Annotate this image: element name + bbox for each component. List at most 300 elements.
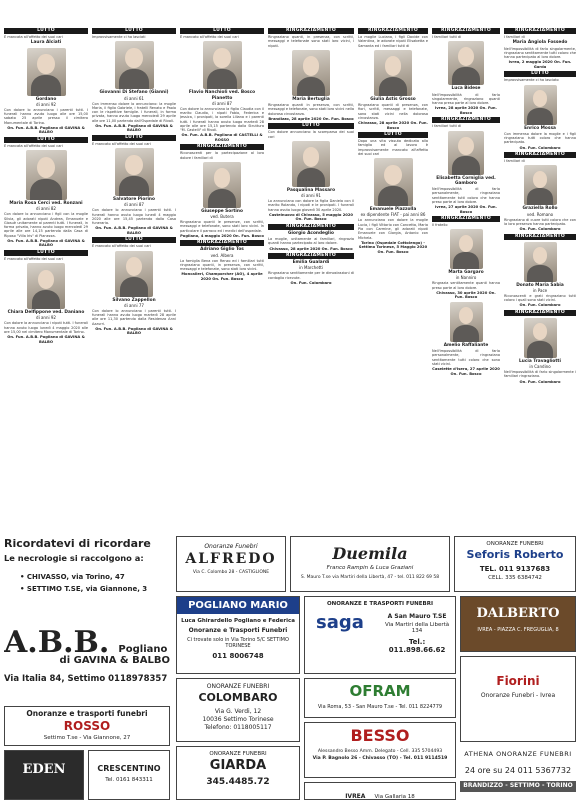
ad-rosso-title: Onoranze e trasporti funebri — [26, 709, 148, 718]
obituary-entry — [180, 240, 264, 257]
obituary-header: LUTTO — [180, 28, 264, 34]
obituary-header: RINGRAZIAMENTO — [180, 144, 264, 150]
funeral-home-signature: Brandizzo, 28 aprile 2020 On. Fun. Bosco — [268, 116, 354, 121]
ad-fiorini-brand: Fiorini — [496, 674, 540, 688]
ad-fiorini-line: Onoranze Funebri - Ivrea — [480, 692, 556, 700]
portrait-photo — [292, 50, 330, 96]
obituary-header: RINGRAZIAMENTO — [504, 28, 576, 34]
ad-athena-footer: BRANDIZZO - SETTIMO - TORINO — [460, 781, 576, 792]
portrait-head — [458, 47, 474, 65]
portrait-photo — [203, 162, 241, 208]
ad-athena — [460, 746, 576, 800]
obituary-header: LUTTO — [4, 250, 88, 256]
ad-ricordatevi-subtitle: Le necrologie si raccolgono a: — [4, 553, 144, 564]
obituary-text: Ringraziano quanti le presenze, con scritti, messaggi e telefonate, sono stati loro vicini. In particolare il parroco ed i medici dell'ospedale. — [180, 220, 264, 233]
portrait-bust — [527, 265, 552, 282]
portrait-photo — [374, 158, 413, 206]
obituary-header: LUTTO — [92, 237, 176, 243]
deceased-name: Salvatore Piorino — [113, 197, 155, 203]
funeral-home-signature: On. Fun. Colombaro — [519, 145, 561, 150]
ad-colombaro-line1: Via G. Verdi, 12 — [214, 708, 262, 716]
ad-besso — [304, 722, 456, 778]
ad-ricordatevi — [4, 536, 170, 620]
ad-saga-phone: Tel.: 011.898.66.62 — [388, 638, 446, 654]
obituary-entry — [358, 132, 428, 156]
obituary-header: RINGRAZIAMENTO — [432, 216, 500, 222]
obituary-entry — [180, 41, 264, 142]
obituary-intro: Con dolore annunciano la scomparsa dei suoi cari — [268, 130, 354, 139]
obituary-text: Nell'impossibilità di farlo singolarmente i familiari ringraziano. — [504, 369, 576, 379]
ad-abb — [4, 626, 170, 698]
obituary-entry — [504, 85, 576, 151]
funeral-home-signature: Castelnuovo di Chivasso, 5 maggio 2020 On. Fun. Bosco — [268, 213, 353, 222]
obituary-text: Con dolore lo annunciano la figlia Claudia con il marito Claudio, i nipoti Fabio, Federica e Jessica, i pronipoti, la sorella Liliana e i parenti tutti. I funerali hanno avuto luogo martedì 28 aprile alle ore 15,15 partendo dalla Struttura "M. Castelli" di Rivoli. — [180, 106, 264, 133]
portrait-bust — [32, 290, 61, 309]
obituary-intro: Ringraziano sentitamente per le dimostrazioni di cordoglio ricevute. — [268, 271, 354, 280]
ad-seforis-phone2: CELL. 335 6384742 — [488, 575, 542, 582]
ad-seforis — [454, 536, 576, 592]
obituary-entry — [4, 48, 88, 135]
portrait-head — [384, 165, 401, 185]
ad-athena-line: 24 ore su 24 011 5367732 — [464, 766, 572, 775]
obituary-header: RINGRAZIAMENTO — [268, 224, 354, 230]
portrait-photo — [27, 48, 66, 96]
portrait-bust — [297, 77, 326, 96]
ad-abb-sub2: di GAVINA & BALBO — [59, 655, 170, 666]
ad-seforis-title: ONORANZE FUNEBRI — [486, 541, 544, 547]
deceased-name: Gordano — [35, 96, 57, 102]
obituary-entry — [432, 131, 500, 214]
portrait-photo — [448, 131, 484, 175]
obituary-intro: Ringraziano quanti, in presenza, con scritti, messaggi e telefonate sono stati loro vicini, i nipoti. — [268, 35, 354, 48]
obituary-entry — [268, 224, 354, 236]
deceased-age: ved. Butera — [210, 214, 234, 220]
obituary-header: RINGRAZIAMENTO — [268, 28, 354, 34]
ad-saga-line1: A San Mauro T.SE — [387, 613, 447, 620]
obituary-header: LUTTO — [268, 123, 354, 129]
obituary-entry — [432, 216, 500, 227]
deceased-name: Luca Bidese — [451, 86, 481, 92]
obituary-entry — [432, 117, 500, 128]
funeral-home-signature: On. Fun. A.B.B. Pogliano di GAVINA & BALBO — [95, 226, 173, 235]
obituary-text: Con immenso dolore la moglie e i figli ringraziano tutti coloro che hanno partecipato. — [504, 131, 576, 145]
obituary-text: Con dolore lo annunciano i parenti tutti. I funerali hanno avuto luogo alle ore 15,00 sabato 25 aprile presso il cimitero Monumentale di Torino. — [4, 107, 88, 125]
ad-athena-brand: ATHENA ONORANZE FUNEBRI — [464, 750, 572, 758]
portrait-photo — [524, 318, 557, 358]
portrait-head — [458, 137, 474, 155]
portrait-bust — [379, 77, 408, 96]
portrait-head — [533, 323, 548, 340]
funeral-home-signature: Torino (Ospedale Cottolengo) - Settimo Torinese, 5 Maggio 2020 On. Fun. Bosco — [358, 240, 428, 254]
portrait-photo — [450, 229, 483, 269]
obituary-column — [504, 26, 576, 532]
deceased-age: di anni 87 — [212, 100, 232, 106]
ad-ofram-line: Via Roma, 53 - San Mauro T.se - Tel. 011 8224779 — [317, 703, 443, 710]
ad-ricordatevi-title: Ricordatevi di ricordare — [4, 537, 151, 550]
deceased-name: Graziella Rollo — [522, 206, 558, 212]
ad-abb-title: A.B.B. — [4, 626, 110, 660]
obituary-intro: La moglie Luciana, i figli Davide con Valentina, le adorate nipoti Elisabetta e Samanta ed i familiari tutti di — [358, 35, 428, 48]
obituary-header: LUTTO — [4, 28, 88, 34]
deceased-name: Elisabetta Corniglia ved. Gamboro — [436, 175, 496, 186]
obituary-header: RINGRAZIAMENTO — [180, 240, 264, 246]
funeral-home-signature: On. Fun. A.B.B. Pogliano di CASTELLI & ROSSO — [181, 133, 263, 142]
ad-ofram-brand: OFRAM — [349, 682, 411, 700]
deceased-age: di anni 91 — [301, 193, 321, 199]
deceased-name: Giovanni Di Stefano (Gianni) — [99, 90, 169, 96]
deceased-name: Marta Gargaro — [448, 270, 484, 276]
portrait-head — [385, 56, 402, 75]
obituary-intro: La moglie, unitamente ai familiari, ringrazia quanti hanno partecipato al loro dolore. — [268, 237, 354, 246]
funeral-home-signature: On. Fun. Colombaro — [290, 280, 332, 285]
deceased-name: Amelio Raffaliante — [443, 342, 489, 348]
obituary-text: Con dolore lo annunciano i parenti tutti. I funerali hanno avuto luogo lunedì 4 maggio 2020 alle ore 15,45 partendo dalla Casa funeraria. — [92, 208, 176, 226]
obituary-column — [358, 26, 428, 532]
obituary-entry — [504, 310, 576, 316]
obituary-entry — [4, 28, 88, 46]
portrait-photo — [524, 242, 557, 282]
obituary-entry — [268, 28, 354, 48]
obituary-text: Nell'impossibilità di farlo singolarmente, ringraziano quanti hanno preso parte al loro dolore. — [432, 92, 500, 106]
obituary-entry — [268, 123, 354, 139]
portrait-bust — [120, 277, 149, 296]
obituary-entry — [504, 71, 576, 82]
deceased-name: Lucia Travagliotti — [519, 358, 561, 364]
obituary-header: RINGRAZIAMENTO — [358, 28, 428, 34]
portrait-photo — [203, 41, 242, 89]
ad-duemila-line1: Franco Rampin & Luca Graziani — [326, 564, 414, 571]
ad-besso-brand: BESSO — [350, 726, 410, 745]
obituary-intro: I familiari tutti di — [432, 124, 462, 129]
funeral-home-signature: On. Fun. A.B.B. Pogliano di GAVINA & BALBO — [95, 123, 173, 133]
obituary-entry — [92, 28, 176, 39]
ad-crescentino-line1: CRESCENTINO — [97, 764, 161, 773]
portrait-bust — [297, 168, 326, 187]
portrait-photo — [115, 251, 153, 297]
funeral-home-signature: On. Fun. A.B.B. Pogliano di GAVINA & BALBO — [95, 326, 173, 336]
deceased-name: Giorgio Acondeglio — [288, 230, 334, 236]
ad-crescentino — [88, 750, 170, 800]
ad-pogliano-phone: 011 8006748 — [212, 652, 264, 660]
funeral-home-signature: On. Fun. A.B.B. Pogliano di GAVINA & BALBO — [7, 335, 85, 344]
funeral-home-signature: On. Fun. A.B.B. Pogliano di GAVINA & BALBO — [7, 238, 85, 248]
portrait-head — [38, 270, 55, 289]
obituary-header: LUTTO — [4, 137, 88, 143]
ad-dalberto-line: IVREA - PIAZZA C. FREGUGLIA, 8 — [477, 627, 559, 634]
obituary-entry — [92, 41, 176, 133]
obituary-text: Lo annunciano con dolore la moglie Lucia, i figli Vittorio con Concetta, Maria Pia con Carmine, gli adorati nipoti Emanuele con Giorgia, Antonio con Michela. — [358, 218, 428, 240]
ad-crescentino-line2: Tel. 0161 843311 — [105, 776, 153, 783]
deceased-name: Pasqualina Massaro — [286, 187, 336, 193]
ad-alfredo — [176, 536, 286, 592]
obituary-entry — [358, 50, 428, 130]
ad-saga-title: ONORANZE E TRASPORTI FUNEBRI — [326, 601, 434, 607]
portrait-head — [125, 155, 142, 175]
deceased-age: in Marchetti — [299, 265, 323, 271]
funeral-home-signature: On. Fun. Colombaro — [519, 379, 561, 384]
portrait-head — [37, 54, 54, 74]
obituary-entry — [504, 318, 576, 384]
deceased-age: di anni 82 — [36, 206, 56, 212]
ad-alfredo-title: Onoranze Funebri — [204, 543, 258, 550]
obituary-entry — [180, 259, 264, 282]
obituary-entry — [4, 150, 88, 248]
portrait-bust — [30, 179, 61, 200]
obituary-header: RINGRAZIAMENTO — [432, 117, 500, 123]
portrait-bust — [208, 189, 237, 208]
deceased-age: di anni 61 — [124, 95, 144, 101]
ad-eden-brand: EDEN — [22, 762, 66, 777]
portrait-photo — [448, 41, 484, 85]
obituary-entry — [4, 250, 88, 261]
obituary-entry — [432, 302, 500, 376]
portrait-bust — [207, 69, 237, 89]
obituary-column — [4, 26, 88, 532]
funeral-home-signature: Pogliano, 4 maggio 2020 On. Fun. Bosco — [180, 233, 264, 238]
obituary-entry — [268, 141, 354, 222]
portrait-head — [303, 147, 320, 166]
ad-giarda-phone: 345.4485.72 — [206, 777, 270, 788]
funeral-home-signature: On. Fun. Colombaro — [519, 303, 561, 308]
portrait-bust — [527, 108, 552, 125]
portrait-photo — [115, 148, 154, 196]
obituary-intro: Improvvisamente ci ha lasciato — [504, 78, 559, 83]
deceased-age: ex dipendente FIAT - pai anni 86 — [360, 212, 426, 218]
obituary-text: Nell'impossibilità di farlo personalmente, ringraziano sentitamente tutti coloro che hanno preso parte al loro dolore. — [432, 186, 500, 204]
obituary-entry — [504, 165, 576, 231]
ad-eden — [4, 750, 84, 800]
ad-rosso — [4, 706, 170, 746]
portrait-head — [126, 257, 143, 276]
obituary-entry — [92, 135, 176, 146]
ad-pogliano — [176, 596, 300, 674]
ad-duemila-brand: Duemila — [332, 544, 408, 563]
deceased-age: di anni 92 — [36, 315, 56, 321]
obituary-text: Con immenso dolore lo annunciano: la moglie Maria, il figlio Gabriele, i fratelli Renato e Paolo con le rispettive famiglie. I funerali, in forma privata, hanno avuto luogo mercoledì 29 aprile alle ore 11,00 partendo dall'Ospedale di Rivoli. — [92, 101, 176, 123]
obituary-header: RINGRAZIAMENTO — [504, 310, 576, 316]
portrait-head — [533, 171, 548, 188]
portrait-photo — [26, 150, 67, 200]
obituary-entry — [358, 158, 428, 254]
obituary-text: Ringraziano quanti di presenza, con fiori, scritti, messaggi e telefonate, sono stati vicini nella dolorosa circostanza. — [358, 103, 428, 120]
funeral-home-signature: Moncalieri, Champorcher (AO), 4 aprile 2020 On. Fun. Bosco — [181, 272, 263, 281]
ad-rosso-line: Settimo T.se - Via Giannone, 27 — [43, 735, 131, 742]
portrait-head — [303, 56, 320, 75]
obituary-entry — [504, 242, 576, 308]
obituary-entry — [268, 271, 354, 285]
obituary-column — [180, 26, 264, 532]
ad-colombaro-brand: COLOMBARO — [198, 691, 278, 704]
obituary-entry — [432, 41, 500, 115]
portrait-bust — [452, 67, 479, 85]
deceased-age: di anni 87 — [124, 202, 144, 208]
ad-ricordatevi-line2: • SETTIMO T.SE, via Giannone, 3 — [20, 585, 148, 594]
obituary-header: LUTTO — [92, 28, 176, 34]
ad-fiorini — [460, 656, 576, 742]
obituary-entry — [504, 234, 576, 240]
deceased-age: in Candino — [529, 363, 551, 369]
obituary-entry — [504, 47, 576, 70]
obituary-entry — [358, 28, 428, 48]
ad-seforis-phone1: TEL. 011 9137683 — [479, 565, 551, 574]
portrait-bust — [453, 325, 478, 342]
ad-saga — [304, 596, 456, 674]
portrait-bust — [119, 69, 149, 89]
ad-duemila-line2: S. Mauro T.se via Martiri della Libertà, 47 - tel. 011 822 69 58 — [300, 574, 440, 580]
ad-rosso-brand: ROSSO — [63, 719, 111, 734]
deceased-name: Maria Angiola Fossedo — [512, 40, 568, 46]
funeral-home-signature: Chivasso, 28 aprile 2020 On. Fun. Bosco — [269, 246, 353, 251]
portrait-bust — [527, 341, 552, 358]
deceased-name: Maria Rosa Cerci ved. Ronzani — [9, 201, 83, 206]
obituary-entry — [180, 162, 264, 239]
obituary-intro: Nell'impossibilità di farlo singolarmente, ringraziano sentitamente tutti coloro che hanno partecipato al loro dolore. — [504, 46, 576, 60]
deceased-name: Adriano Giglio Tos — [200, 247, 244, 253]
obituary-column — [268, 26, 354, 532]
obituary-intro: È mancato all'affetto dei suoi cari — [92, 141, 151, 146]
obituary-text: Ringraziano quanti in presenza, con scritti, messaggi e telefonate, sono stati loro vicini nella dolorosa circostanza. — [268, 103, 354, 116]
deceased-name: Giulia Astis Grosso — [370, 96, 416, 102]
obituary-column — [92, 26, 176, 532]
obituary-text: Lo annunciano con dolore la figlia Daniela con il marito Rolando, i nipoti e le pronipoti. I funerali hanno avuto luogo giovedì 30 aprile 2020. — [268, 199, 354, 212]
ad-colombaro-title: ONORANZE FUNEBRI — [206, 683, 270, 690]
ad-pogliano-brand: POGLIANO MARIO — [177, 597, 299, 614]
funeral-home-signature: Ivrea, 28 aprile 2020 On. Fun. Bosco — [435, 106, 497, 115]
obituary-intro: È mancata all'affetto dei suoi cari — [4, 35, 63, 39]
deceased-name: Chiara Delfippone ved. Daniano — [7, 310, 85, 316]
deceased-age: di anni 77 — [124, 302, 144, 308]
ad-seforis-brand: Seforis Roberto — [466, 548, 564, 561]
obituary-header: LUTTO — [504, 71, 576, 77]
obituary-intro: La famiglia Bena con Renzo ed i familiari tutti ringraziano quanti, in presenza, con scritti, messaggi e telefonate, sono stati loro vicini. — [180, 258, 264, 272]
ad-giarda-brand: GIARDA — [209, 758, 267, 773]
funeral-home-signature: Caselette d'Isera, 27 aprile 2020 On. Fun. Bosco — [432, 367, 500, 376]
ad-ivrea-line1: IVREA — [345, 793, 366, 800]
deceased-name: Emanuele Piazzolla — [369, 207, 417, 213]
ad-colombaro-phone: Telefono: 0118005117 — [204, 724, 272, 732]
obituary-intro: I familiari tutti di — [432, 35, 462, 39]
funeral-home-signature: Chivasso, 30 aprile 2020 On. Fun. Bosco — [436, 291, 496, 300]
deceased-age: di anni 92 — [36, 101, 56, 107]
obituary-intro: Il fratello — [432, 222, 448, 227]
obituary-entry — [432, 229, 500, 300]
portrait-head — [214, 168, 231, 187]
deceased-age: ved. Albera — [210, 252, 234, 258]
portrait-photo — [27, 263, 65, 309]
obituary-header: RINGRAZIAMENTO — [504, 152, 576, 158]
obituary-header: LUTTO — [358, 132, 428, 138]
ad-saga-brand: saga — [316, 612, 364, 633]
obituary-entry — [504, 152, 576, 163]
deceased-name: Maria Bertuglia — [292, 96, 330, 102]
ad-abb-phone: Via Italia 84, Settimo 0118978357 — [4, 674, 168, 684]
deceased-name: Donato Maria Sabia — [516, 282, 564, 288]
portrait-head — [533, 90, 548, 107]
portrait-photo — [524, 85, 557, 125]
obituary-text: Riconoscenti e grati ringraziano tutti coloro i quali sono stati vicini. — [504, 293, 576, 302]
ad-alfredo-brand: ALFREDO — [185, 551, 277, 567]
portrait-photo — [292, 141, 330, 187]
ad-besso-line1: Alessandro Besso Amm. Delegato - Cell. 335 5704493 — [317, 748, 443, 754]
ad-besso-line2: Via P. Bagnolo 26 - Chivasso (TO) - Tel. 011 9114519 — [312, 755, 448, 761]
obituary-header: RINGRAZIAMENTO — [504, 234, 576, 240]
obituary-entry — [92, 237, 176, 248]
obituary-text: Ringraziano di cuore tutti coloro che con la loro presenza hanno partecipato. — [504, 217, 576, 226]
obituary-text: Ringrazia sentitamente quanti hanno preso parte al loro dolore. — [432, 281, 500, 290]
deceased-age: in Pace — [532, 287, 548, 293]
obituary-intro: Improvvisamente ci ha lasciati — [92, 35, 146, 39]
ad-abb-sub1: Pogliano — [118, 644, 168, 655]
portrait-head — [213, 48, 230, 68]
portrait-photo — [115, 41, 154, 89]
obituary-entry — [4, 137, 88, 148]
ad-giarda — [176, 746, 300, 800]
obituary-entry — [504, 28, 576, 46]
funeral-home-signature: Ivrea, 27 aprile 2020 On. Fun. Bosco — [435, 205, 497, 214]
deceased-age: ved. Romano — [526, 211, 554, 217]
portrait-bust — [527, 188, 552, 205]
ad-pogliano-line1: Luca Ghirardello Pogliano e Federica — [181, 618, 295, 624]
funeral-home-signature: On. Fun. A.B.B. Pogliano di GAVINA & BALBO — [7, 125, 85, 135]
obituary-intro: È mancata all'affetto dei suoi cari — [4, 143, 63, 148]
ad-dalberto-brand: DALBERTO — [476, 606, 560, 621]
ad-colombaro-line2: 10036 Settimo Torinese — [202, 716, 274, 724]
deceased-name: Laura Alciati — [30, 40, 62, 46]
deceased-name: Silvano Zappellon — [112, 297, 156, 303]
portrait-head — [459, 235, 474, 252]
deceased-age: in Nanniro — [455, 275, 477, 281]
deceased-name: Enrico Mossa — [524, 125, 556, 131]
portrait-head — [533, 247, 548, 264]
obituary-intro: È mancato all'affetto dei suoi cari — [4, 256, 63, 261]
ad-ivrea — [304, 782, 456, 800]
portrait-bust — [31, 75, 61, 95]
portrait-head — [37, 157, 55, 178]
ad-saga-line2: Via Martiri della Libertà 134 — [384, 622, 450, 634]
deceased-name: Giuseppe Sortino — [201, 208, 243, 214]
ad-ricordatevi-line1: • CHIVASSO, via Torino, 47 — [20, 573, 125, 582]
obituary-text: Nell'impossibilità di farlo personalmente, ringraziano sentitamente tutti coloro che sono stati vicini. — [432, 349, 500, 366]
obituary-text: Con dolore lo annunciano i figli con la moglie Silvia, gli adorati nipoti Andrea, Emanuele e Giosuè unitamente ai parenti tutti. I funerali, in forma privata, hanno avuto luogo mercoledì 29 aprile alle ore 14,15 partendo dalla Casa di Riposo "Villa Iris" di Pianezza. — [4, 212, 88, 238]
ad-giarda-title: ONORANZE FUNEBRI — [209, 751, 267, 757]
obituary-header: RINGRAZIAMENTO — [268, 253, 354, 259]
portrait-bust — [378, 186, 408, 206]
obituary-entry — [180, 144, 264, 160]
portrait-photo — [450, 302, 483, 342]
obituary-header: RINGRAZIAMENTO — [432, 28, 500, 34]
portrait-bust — [452, 156, 479, 174]
deceased-name: Emilia Gualardi — [292, 260, 330, 266]
ad-colombaro — [176, 678, 300, 742]
obituary-entry — [180, 28, 264, 39]
obituary-intro: È mancato all'affetto dei suoi cari — [180, 35, 239, 39]
ad-pogliano-line3: Ci trovate solo in Via Torino 5/C SETTIMO TORINESE — [187, 637, 289, 649]
funeral-home-signature: On. Fun. Colombaro — [519, 227, 561, 232]
ad-duemila — [290, 536, 450, 592]
obituary-entry — [268, 253, 354, 270]
obituary-column — [432, 26, 500, 532]
funeral-home-signature: Ivrea, 2 maggio 2020 On. Fun. Garda — [508, 60, 572, 69]
ad-alfredo-line: Via C. Colombo 28 - CASTIGLIONE — [192, 570, 270, 576]
obituary-intro: I familiari di — [504, 35, 525, 39]
ad-ivrea-line2: Via Gallaria 18 — [374, 794, 415, 800]
deceased-name: Flavio Nanchioli ved. Bosco Pianetto — [188, 90, 256, 101]
obituary-intro: I familiari di — [504, 159, 525, 163]
obituary-entry — [4, 263, 88, 344]
ad-dalberto — [460, 596, 576, 652]
portrait-photo — [524, 165, 557, 205]
portrait-head — [459, 307, 474, 324]
